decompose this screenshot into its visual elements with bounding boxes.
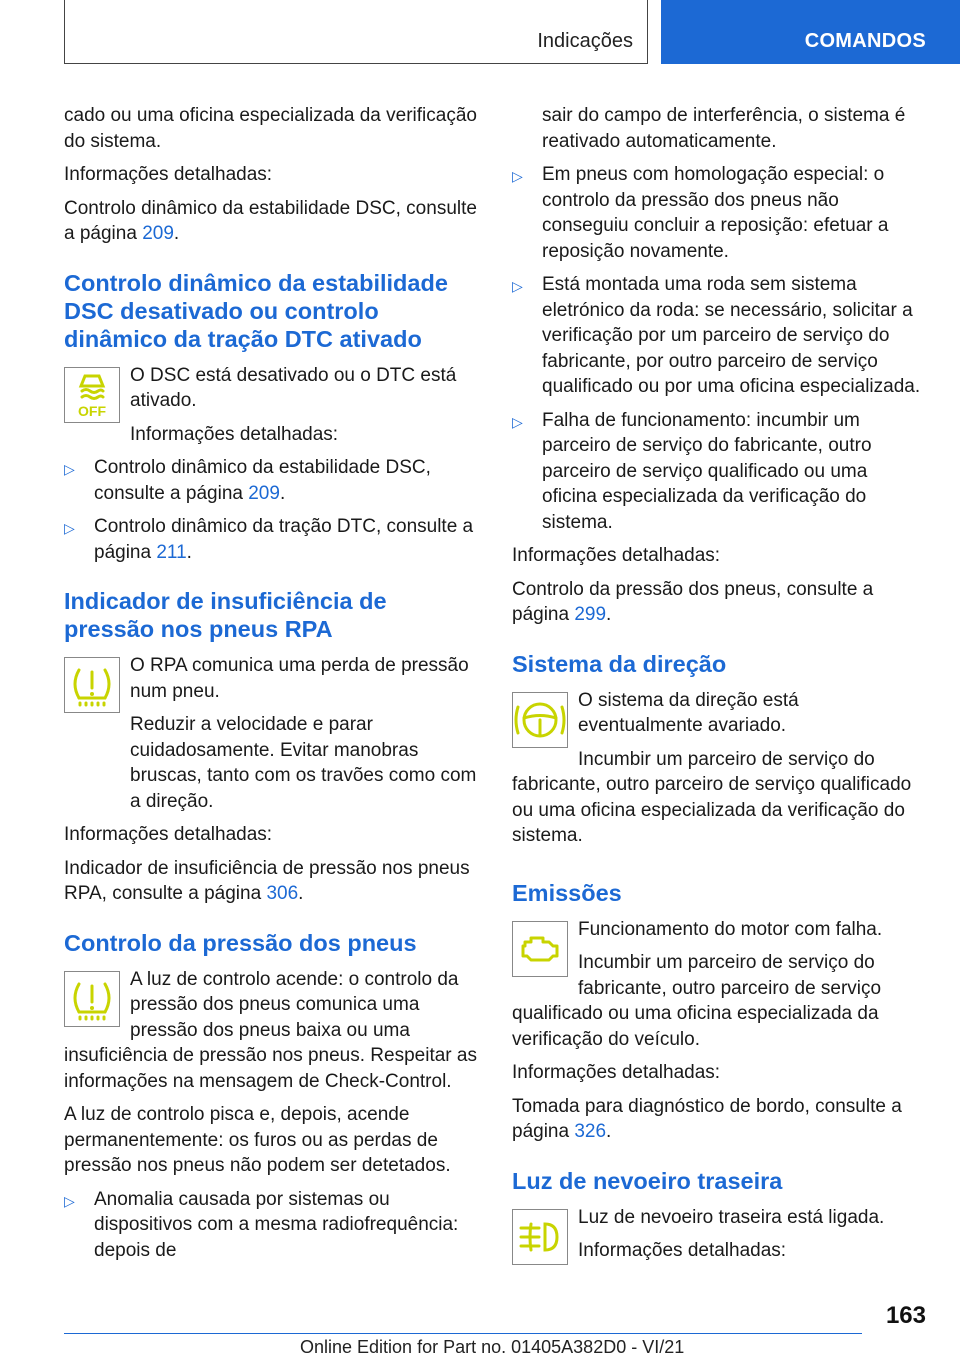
tire-pressure-warning-icon — [64, 971, 120, 1027]
dsc-off-warning-icon — [64, 367, 120, 423]
page-link[interactable]: 326 — [574, 1121, 607, 1142]
footer-divider — [64, 1333, 862, 1334]
tire-pressure-warning-icon — [64, 657, 120, 713]
paragraph: Informações detalhadas: — [64, 164, 273, 185]
paragraph: A luz de controlo pisca e, depois, acende permanentemente: os furos ou as perdas de pressão nos pneus não podem ser detetados. — [64, 1104, 451, 1176]
list-item: ▷ Em pneus com homologação especial: o controlo da pressão dos pneus não conseguiu concluir a reposição: efetuar a reposição novamente. — [512, 164, 889, 262]
steering-warning-icon — [512, 692, 568, 748]
bullet-triangle-icon: ▷ — [64, 461, 75, 477]
list-item: ▷ Controlo dinâmico da estabilidade DSC, consulte a página 209. — [64, 457, 431, 504]
section-heading-dsc: Controlo dinâmico da estabilidade DSC desativado ou controlo dinâmico da tração DTC ativado — [64, 269, 448, 352]
list-item: ▷ Está montada uma roda sem sistema eletrónico da roda: se necessário, solicitar a verificação por um parceiro de serviço do fabricante, por outro parceiro de serviço qualificado ou por uma oficina especializada. — [512, 274, 921, 397]
paragraph: Luz de nevoeiro traseira está ligada. — [578, 1206, 885, 1228]
paragraph: Controlo da pressão dos pneus, consulte a página 299. — [512, 578, 874, 625]
paragraph: A luz de controlo acende: o controlo da pressão dos pneus comunica uma pressão dos pneus baixa ou uma insuficiência de pressão nos pneus. Respeitar as informações na mensagem de Check-Control. — [64, 968, 477, 1092]
rear-fog-light-icon — [512, 1209, 568, 1265]
check-engine-icon — [512, 921, 568, 977]
paragraph: Funcionamento do motor com falha. — [578, 918, 883, 940]
page-link[interactable]: 209 — [248, 482, 280, 504]
footer-edition: Online Edition for Part no. 01405A382D0 - VI/21 — [300, 1337, 685, 1357]
paragraph: Informações detalhadas: — [64, 824, 273, 845]
section-heading-rear-fog: Luz de nevoeiro traseira — [512, 1167, 783, 1194]
section-heading-steering: Sistema da direção — [512, 650, 727, 677]
page-link[interactable]: 299 — [574, 604, 607, 625]
paragraph: Incumbir um parceiro de serviço do fabricante, outro parceiro de serviço qualificado ou uma oficina especializada da verificação do veículo. — [512, 952, 882, 1050]
bullet-triangle-icon: ▷ — [512, 168, 523, 184]
right-column — [512, 103, 926, 1272]
list-item-continued: sair do campo de interferência, o sistema é reativado automaticamente. — [542, 105, 906, 152]
paragraph: Reduzir a velocidade e parar cuidadosamente. Evitar manobras bruscas, tanto com os travões como com a direção. — [130, 714, 477, 812]
list-item: ▷ Falha de funcionamento: incumbir um parceiro de serviço do fabricante, outro parceiro de serviço qualificado ou uma oficina especializada da verificação do sistema. — [512, 409, 872, 533]
bullet-triangle-icon: ▷ — [512, 413, 523, 430]
paragraph: Indicador de insuficiência de pressão nos pneus RPA, consulte a página 306. — [64, 857, 470, 904]
paragraph: Incumbir um parceiro de serviço do fabricante, outro parceiro de serviço qualificado ou uma oficina especializada da verificação do sistema. — [512, 748, 912, 846]
left-column — [64, 103, 478, 1271]
svg-text:!: ! — [538, 715, 542, 730]
page-link[interactable]: 306 — [266, 883, 299, 904]
list-item: ▷ Anomalia causada por sistemas ou dispositivos com a mesma radiofrequência: depois de — [64, 1188, 459, 1261]
bullet-triangle-icon: ▷ — [64, 520, 75, 536]
page-number: 163 — [885, 1302, 926, 1329]
paragraph: O DSC está desativado ou o DTC está ativado. — [130, 364, 457, 411]
header-chapter-label: COMANDOS — [804, 30, 926, 52]
paragraph: Informações detalhadas: — [512, 545, 721, 566]
paragraph: Informações detalhadas: — [578, 1240, 787, 1261]
bullet-triangle-icon: ▷ — [512, 278, 523, 294]
svg-text:OFF: OFF — [78, 402, 106, 419]
paragraph: Informações detalhadas: — [512, 1062, 721, 1083]
paragraph: Informações detalhadas: — [130, 423, 339, 445]
paragraph: O sistema da direção está eventualmente avariado. — [578, 689, 799, 736]
paragraph: cado ou uma oficina especializada da verificação do sistema. — [64, 105, 477, 152]
header-chapter-tab[interactable] — [661, 0, 960, 64]
bullet-triangle-icon: ▷ — [64, 1192, 75, 1209]
paragraph: Controlo dinâmico da estabilidade DSC, consulte a página 209. — [64, 197, 477, 244]
page-link[interactable]: 209 — [142, 223, 174, 244]
paragraph: O RPA comunica uma perda de pressão num pneu. — [130, 655, 469, 702]
header-section-title: Indicações — [537, 30, 633, 52]
header-section-box — [64, 0, 648, 64]
section-heading-rpa: Indicador de insuficiência de pressão nos pneus RPA — [64, 588, 387, 642]
page-link[interactable]: 211 — [156, 541, 187, 563]
paragraph: Tomada para diagnóstico de bordo, consulte a página 326. — [512, 1095, 902, 1142]
section-heading-emissions: Emissões — [512, 879, 622, 906]
list-item: ▷ Controlo dinâmico da tração DTC, consulte a página 211. — [64, 516, 474, 563]
section-heading-tpm: Controlo da pressão dos pneus — [64, 929, 417, 956]
